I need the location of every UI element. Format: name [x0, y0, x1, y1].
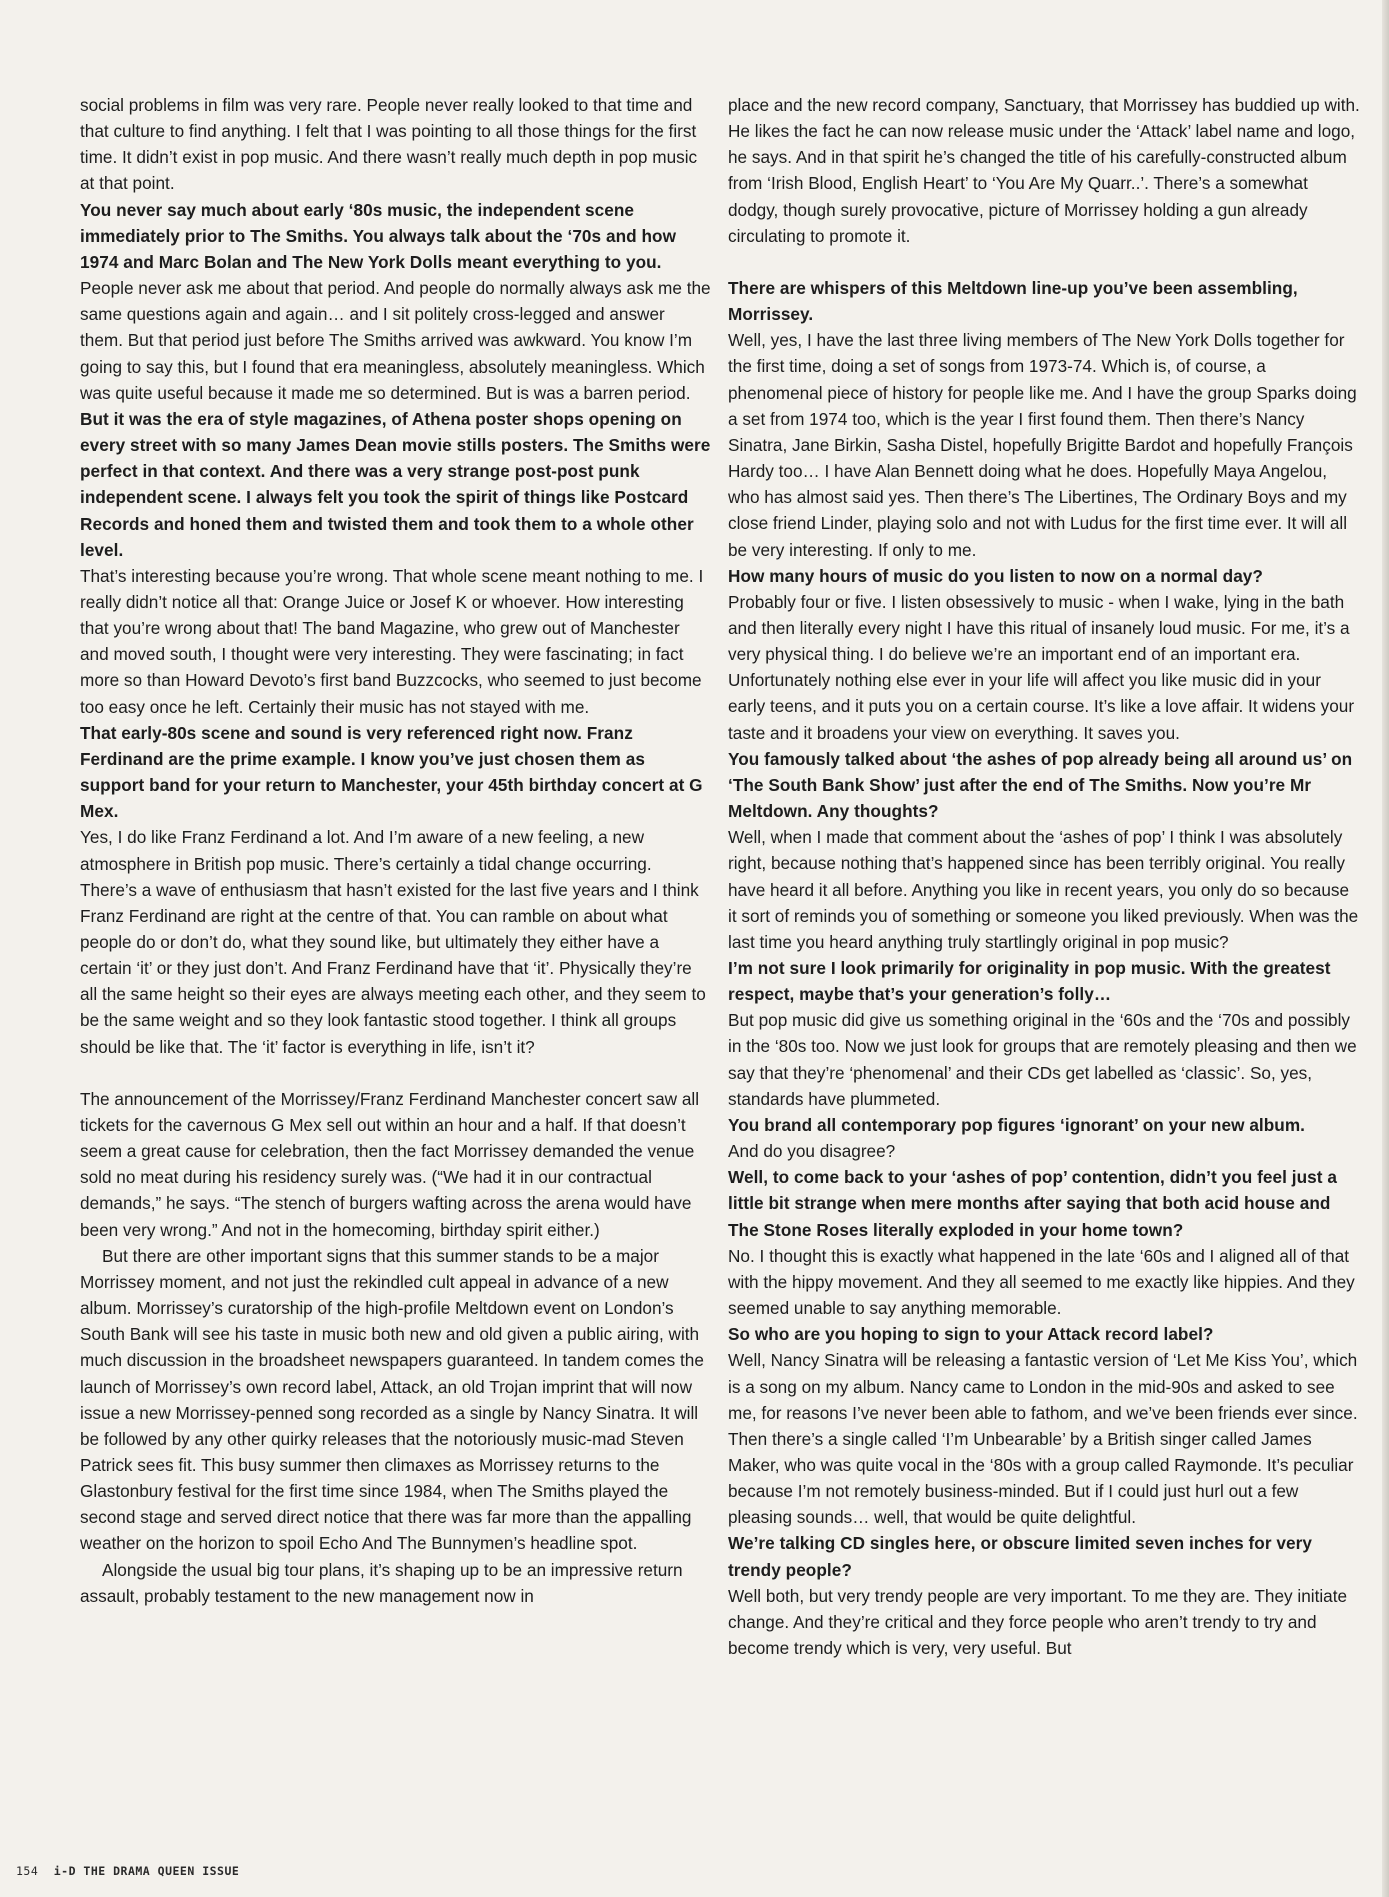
- interview-answer: Well both, but very trendy people are very important. To me they are. They initiate change. And they’re critical and they force people who aren’t trendy to try and become trendy which is very, very useful. But: [728, 1585, 1348, 1659]
- interview-question: You never say much about early ‘80s music, the independent scene immediately prior to The Smiths. You always talk about the ‘70s and how 1974 and Marc Bolan and The New York Dolls meant everything to you.: [80, 199, 677, 272]
- interview-question: You brand all contemporary pop figures ‘ignorant’ on your new album.: [728, 1114, 1306, 1135]
- interview-answer: Probably four or five. I listen obsessively to music - when I wake, lying in the bath and then literally every night I have this ritual of insanely loud music. For me, it’s a very physical thing. I do believe we’re an important end of an important era. Unfortunately nothing else ever in your life will affect you like music did in your early teens, and it puts you on a certain course. It’s like a love affair. It widens your taste and it broadens your view on everything. It saves you.: [728, 591, 1355, 743]
- interview-answer: No. I thought this is exactly what happened in the late ‘60s and I aligned all of that with the hippy movement. And they all seemed to me exactly like hippies. And they seemed unable to say anything memorable.: [728, 1245, 1355, 1319]
- interview-answer: But pop music did give us something original in the ‘60s and the ‘70s and possibly in the ‘80s too. Now we just look for groups that are remotely pleasing and then we say that they’re ‘phenomenal’ and their CDs get labelled as ‘classic’. So, yes, standards have plummeted.: [728, 1010, 1357, 1109]
- body-paragraph: But there are other important signs that this summer stands to be a major Morrissey moment, and not just the rekindled cult appeal in advance of a new album. Morrissey’s curatorship of the high-profile Meltdown event on London’s South Bank will see his taste in music both new and old given a public airing, with much discussion in the broadsheet newspapers guaranteed. In tandem comes the launch of Morrissey’s own record label, Attack, an old Trojan imprint that will now issue a new Morrissey-penned song recorded as a single by Nancy Sinatra. It will be followed by any other quirky releases that the notoriously music-mad Steven Patrick sees fit. This busy summer then climaxes as Morrissey returns to the Glastonbury festival for the first time since 1984, when The Smiths played the second stage and served direct notice that there was far more than the appalling weather on the horizon to spoil Echo And The Bunnymen’s headline spot.: [80, 1245, 704, 1554]
- interview-answer: Yes, I do like Franz Ferdinand a lot. And I’m aware of a new feeling, a new atmosphere in British pop music. There’s certainly a tidal change occurring. There’s a wave of enthusiasm that hasn’t existed for the last five years and I think Franz Ferdinand are right at the centre of that. You can ramble on about what people do or don’t do, what they sound like, but ultimately they either have a certain ‘it’ or they just don’t. And Franz Ferdinand have that ‘it’. Physically they’re all the same height so their eyes are always meeting each other, and they seem to be the same weight and so they look fantastic stood together. I think all groups should be like that. The ‘it’ factor is everything in life, isn’t it?: [80, 827, 706, 1057]
- intro-paragraph: social problems in film was very rare. People never really looked to that time and that culture to find anything. I felt that I was pointing to all those things for the first time. It didn’t exist in pop music. And there wasn’t really much depth in pop music at that point.: [80, 95, 698, 194]
- interview-question: There are whispers of this Meltdown line-up you’ve been assembling, Morrissey.: [728, 277, 1298, 325]
- interview-question: I’m not sure I look primarily for originality in pop music. With the greatest respect, maybe that’s your generation’s folly…: [728, 958, 1331, 1005]
- interview-question: So who are you hoping to sign to your Attack record label?: [728, 1324, 1214, 1345]
- body-paragraph: Alongside the usual big tour plans, it’s shaping up to be an impressive return assault, probably testament to the new management now in: [80, 1559, 683, 1606]
- body-paragraph: place and the new record company, Sanctuary, that Morrissey has buddied up with. He likes the fact he can now release music under the ‘Attack’ label name and logo, he says. And in that spirit he’s changed the title of his carefully-constructed album from ‘Irish Blood, English Heart’ to ‘You Are My Quarr..’. There’s a somewhat dodgy, though surely provocative, picture of Morrissey holding a gun already circulating to promote it.: [728, 95, 1360, 246]
- page-edge: [1382, 0, 1389, 1897]
- interview-answer: Well, when I made that comment about the ‘ashes of pop’ I think I was absolutely right, because nothing that’s happened since has been terribly original. You really have heard it all before. Anything you like in recent years, you only do so because it sort of reminds you of something or someone you liked previously. When was the last time you heard anything truly startlingly original in pop music?: [728, 827, 1359, 952]
- page-footer: [16, 1864, 239, 1878]
- interview-question: You famously talked about ‘the ashes of pop already being all around us’ on ‘The South Bank Show’ just after the end of The Smiths. Now you’re Mr Meltdown. Any thoughts?: [728, 748, 1353, 822]
- interview-answer: Well, Nancy Sinatra will be releasing a fantastic version of ‘Let Me Kiss You’, which is a song on my album. Nancy came to London in the mid-90s and asked to see me, for reasons I’ve never been able to fathom, and we’ve been friends ever since. Then there’s a single called ‘I’m Unbearable’ by a British singer called James Maker, who was quite vocal in the ‘80s with a group called Raymonde. It’s peculiar because I’m not remotely business-minded. But if I could just hurl out a few pleasing sounds… well, that would be quite delightful.: [728, 1350, 1358, 1528]
- interview-answer: Well, yes, I have the last three living members of The New York Dolls together for the first time, doing a set of songs from 1973-74. Which is, of course, a phenomenal piece of history for people like me. And I have the group Sparks doing a set from 1974 too, which is the year I first found them. Then there’s Nancy Sinatra, Jane Birkin, Sasha Distel, hopefully Brigitte Bardot and hopefully François Hardy too… I have Alan Bennett doing what he does. Hopefully Maya Angelou, who has almost said yes. Then there’s The Libertines, The Ordinary Boys and my close friend Linder, playing solo and not with Ludus for the first time ever. It will all be very interesting. If only to me.: [728, 330, 1357, 560]
- interview-question: But it was the era of style magazines, of Athena poster shops opening on every street with so many James Dean movie stills posters. The Smiths were perfect in that context. And there was a very strange post-post punk independent scene. I always felt you took the spirit of things like Postcard Records and honed them and twisted them and took them to a whole other level.: [80, 408, 711, 560]
- interview-question: We’re talking CD singles here, or obscure limited seven inches for very trendy people?: [728, 1533, 1312, 1580]
- right-column: [728, 92, 1360, 1661]
- body-paragraph: The announcement of the Morrissey/Franz Ferdinand Manchester concert saw all tickets for the cavernous G Mex sell out within an hour and a half. If that doesn’t seem a great cause for celebration, then the fact Morrissey demanded the venue sold no meat during his residency surely was. (“We had it in our contractual demands,” he says. “The stench of burgers wafting across the arena would have been very wrong.” And not in the homecoming, birthday spirit either.): [80, 1088, 700, 1240]
- interview-question: That early-80s scene and sound is very referenced right now. Franz Ferdinand are the prime example. I know you’ve just chosen them as support band for your return to Manchester, your 45th birthday concert at G Mex.: [80, 722, 703, 822]
- interview-question: Well, to come back to your ‘ashes of pop’ contention, didn’t you feel just a little bit strange when mere months after saying that both acid house and The Stone Roses literally exploded in your home town?: [728, 1167, 1337, 1240]
- left-column: [80, 92, 712, 1609]
- interview-answer: People never ask me about that period. And people do normally always ask me the same questions again and again… and I sit politely cross-legged and answer them. But that period just before The Smiths arrived was awkward. You know I’m going to say this, but I found that era meaningless, absolutely meaningless. Which was quite useful because it made me so determined. But is was a barren period.: [80, 278, 711, 403]
- page-number: 154: [16, 1864, 39, 1878]
- interview-answer: And do you disagree?: [728, 1141, 896, 1162]
- issue-title: i-D THE DRAMA QUEEN ISSUE: [53, 1864, 240, 1878]
- interview-question: How many hours of music do you listen to now on a normal day?: [728, 565, 1263, 586]
- interview-answer: That’s interesting because you’re wrong. That whole scene meant nothing to me. I really didn’t notice all that: Orange Juice or Josef K or whoever. How interesting that you’re wrong about that! The band Magazine, who grew out of Manchester and moved south, I thought were very interesting. They were fascinating; in fact more so than Howard Devoto’s first band Buzzcocks, who seemed to just become too easy once he left. Certainly their music has not stayed with me.: [80, 565, 704, 717]
